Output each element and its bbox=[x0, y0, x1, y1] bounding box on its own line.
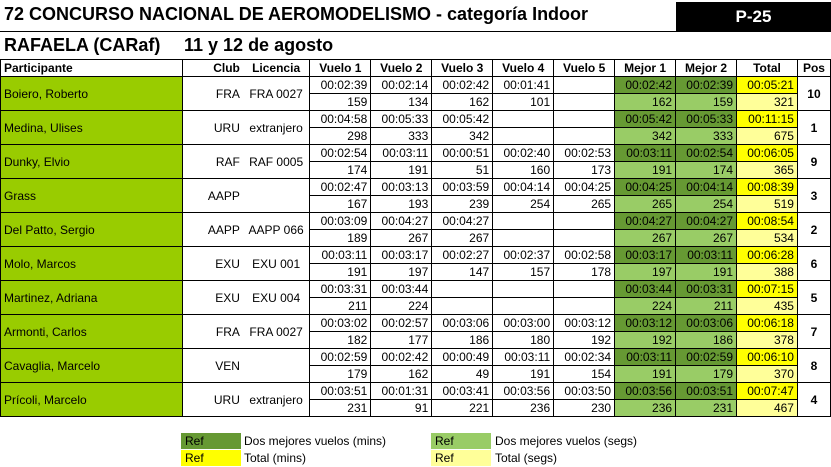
total-time: 00:06:10 bbox=[737, 349, 798, 366]
results-table bbox=[0, 59, 831, 417]
flight-time: 00:03:44 bbox=[371, 281, 432, 298]
best-2-time: 00:02:39 bbox=[676, 77, 737, 94]
flight-time: 00:04:27 bbox=[371, 213, 432, 230]
total-seconds: 519 bbox=[737, 196, 798, 213]
flight-time: 00:02:42 bbox=[432, 77, 493, 94]
best-1-seconds: 192 bbox=[615, 332, 676, 349]
flight-time: 00:01:31 bbox=[371, 383, 432, 400]
best-2-time: 00:03:51 bbox=[676, 383, 737, 400]
flight-time: 00:03:13 bbox=[371, 179, 432, 196]
best-2-seconds: 174 bbox=[676, 162, 737, 179]
participant-name: Martinez, Adriana bbox=[1, 281, 183, 315]
total-seconds: 435 bbox=[737, 298, 798, 315]
flight-seconds bbox=[493, 298, 554, 315]
best-1-time: 00:03:17 bbox=[615, 247, 676, 264]
flight-seconds bbox=[554, 128, 615, 145]
total-seconds: 388 bbox=[737, 264, 798, 281]
flight-seconds: 333 bbox=[371, 128, 432, 145]
flight-seconds: 342 bbox=[432, 128, 493, 145]
total-seconds: 370 bbox=[737, 366, 798, 383]
position: 8 bbox=[797, 349, 830, 383]
flight-seconds: 147 bbox=[432, 264, 493, 281]
total-time: 00:07:15 bbox=[737, 281, 798, 298]
flight-seconds bbox=[432, 298, 493, 315]
total-time: 00:08:54 bbox=[737, 213, 798, 230]
flight-seconds bbox=[554, 230, 615, 247]
best-1-time: 00:02:42 bbox=[615, 77, 676, 94]
flight-seconds: 182 bbox=[310, 332, 371, 349]
col-club: Club bbox=[182, 60, 243, 77]
flight-seconds: 211 bbox=[310, 298, 371, 315]
flight-time: 00:02:40 bbox=[493, 145, 554, 162]
flight-seconds: 191 bbox=[371, 162, 432, 179]
best-1-time: 00:04:27 bbox=[615, 213, 676, 230]
best-2-seconds: 179 bbox=[676, 366, 737, 383]
best-1-seconds: 267 bbox=[615, 230, 676, 247]
flight-time: 00:03:50 bbox=[554, 383, 615, 400]
position: 9 bbox=[797, 145, 830, 179]
col-mejor-2: Mejor 2 bbox=[676, 60, 737, 77]
flight-seconds: 191 bbox=[493, 366, 554, 383]
position: 10 bbox=[797, 77, 830, 111]
best-1-time: 00:03:44 bbox=[615, 281, 676, 298]
flight-time bbox=[432, 281, 493, 298]
table-row bbox=[1, 315, 831, 332]
col-vuelo-2: Vuelo 2 bbox=[371, 60, 432, 77]
legend-swatch-total-mins: Ref bbox=[181, 450, 241, 466]
legend-swatch-best-secs: Ref bbox=[431, 433, 491, 449]
col-pos: Pos bbox=[797, 60, 830, 77]
license: extranjero bbox=[243, 383, 310, 417]
best-2-time: 00:02:54 bbox=[676, 145, 737, 162]
flight-seconds: 157 bbox=[493, 264, 554, 281]
flight-time: 00:02:59 bbox=[310, 349, 371, 366]
flight-seconds: 154 bbox=[554, 366, 615, 383]
flight-time bbox=[554, 77, 615, 94]
total-time: 00:11:15 bbox=[737, 111, 798, 128]
license bbox=[243, 179, 310, 213]
col-vuelo-3: Vuelo 3 bbox=[432, 60, 493, 77]
flight-seconds: 298 bbox=[310, 128, 371, 145]
flight-seconds: 91 bbox=[371, 400, 432, 417]
total-time: 00:08:39 bbox=[737, 179, 798, 196]
best-2-seconds: 333 bbox=[676, 128, 737, 145]
flight-time: 00:05:42 bbox=[432, 111, 493, 128]
license bbox=[243, 349, 310, 383]
license: extranjero bbox=[243, 111, 310, 145]
flight-time: 00:03:12 bbox=[554, 315, 615, 332]
best-2-time: 00:03:06 bbox=[676, 315, 737, 332]
table-row bbox=[1, 111, 831, 128]
flight-seconds: 179 bbox=[310, 366, 371, 383]
best-2-time: 00:03:11 bbox=[676, 247, 737, 264]
flight-seconds: 189 bbox=[310, 230, 371, 247]
best-1-seconds: 191 bbox=[615, 162, 676, 179]
flight-time: 00:03:56 bbox=[493, 383, 554, 400]
participant-name: Cavaglia, Marcelo bbox=[1, 349, 183, 383]
table-row bbox=[1, 213, 831, 230]
flight-time: 00:04:27 bbox=[432, 213, 493, 230]
flight-time: 00:03:41 bbox=[432, 383, 493, 400]
flight-time: 00:03:17 bbox=[371, 247, 432, 264]
position: 7 bbox=[797, 315, 830, 349]
flight-time: 00:02:42 bbox=[371, 349, 432, 366]
best-2-time: 00:04:27 bbox=[676, 213, 737, 230]
flight-time: 00:04:25 bbox=[554, 179, 615, 196]
flight-time bbox=[554, 213, 615, 230]
club: AAPP bbox=[182, 179, 243, 213]
best-1-seconds: 197 bbox=[615, 264, 676, 281]
position: 3 bbox=[797, 179, 830, 213]
flight-seconds: 178 bbox=[554, 264, 615, 281]
best-1-time: 00:03:12 bbox=[615, 315, 676, 332]
best-1-time: 00:05:42 bbox=[615, 111, 676, 128]
flight-time: 00:02:37 bbox=[493, 247, 554, 264]
participant-name: Prícoli, Marcelo bbox=[1, 383, 183, 417]
best-1-time: 00:04:25 bbox=[615, 179, 676, 196]
flight-seconds: 162 bbox=[432, 94, 493, 111]
location: RAFAELA (CARaf) bbox=[4, 35, 161, 55]
flight-seconds bbox=[554, 298, 615, 315]
flight-seconds: 180 bbox=[493, 332, 554, 349]
best-1-time: 00:03:11 bbox=[615, 145, 676, 162]
license: AAPP 066 bbox=[243, 213, 310, 247]
flight-seconds: 134 bbox=[371, 94, 432, 111]
total-seconds: 675 bbox=[737, 128, 798, 145]
total-seconds: 467 bbox=[737, 400, 798, 417]
header-row bbox=[1, 60, 831, 77]
table-row bbox=[1, 383, 831, 400]
flight-seconds: 162 bbox=[371, 366, 432, 383]
legend-swatch-best-mins: Ref bbox=[181, 433, 241, 449]
participant-name: Boiero, Roberto bbox=[1, 77, 183, 111]
col-licencia: Licencia bbox=[243, 60, 310, 77]
category-code: P-25 bbox=[676, 2, 831, 31]
club: AAPP bbox=[182, 213, 243, 247]
col-total: Total bbox=[737, 60, 798, 77]
participant-name: Armonti, Carlos bbox=[1, 315, 183, 349]
flight-time: 00:03:11 bbox=[493, 349, 554, 366]
flight-seconds: 254 bbox=[493, 196, 554, 213]
participant-name: Dunky, Elvio bbox=[1, 145, 183, 179]
best-1-seconds: 342 bbox=[615, 128, 676, 145]
flight-seconds: 265 bbox=[554, 196, 615, 213]
best-1-seconds: 265 bbox=[615, 196, 676, 213]
best-1-time: 00:03:11 bbox=[615, 349, 676, 366]
flight-time bbox=[554, 281, 615, 298]
flight-seconds: 221 bbox=[432, 400, 493, 417]
flight-seconds: 192 bbox=[554, 332, 615, 349]
participant-name: Del Patto, Sergio bbox=[1, 213, 183, 247]
flight-time: 00:03:11 bbox=[310, 247, 371, 264]
flight-time bbox=[493, 213, 554, 230]
flight-seconds: 49 bbox=[432, 366, 493, 383]
total-seconds: 365 bbox=[737, 162, 798, 179]
best-2-seconds: 254 bbox=[676, 196, 737, 213]
flight-time: 00:00:49 bbox=[432, 349, 493, 366]
best-1-seconds: 236 bbox=[615, 400, 676, 417]
best-2-seconds: 267 bbox=[676, 230, 737, 247]
participant-name: Grass bbox=[1, 179, 183, 213]
table-row bbox=[1, 281, 831, 298]
flight-time: 00:02:14 bbox=[371, 77, 432, 94]
flight-time: 00:02:47 bbox=[310, 179, 371, 196]
best-2-time: 00:05:33 bbox=[676, 111, 737, 128]
total-seconds: 534 bbox=[737, 230, 798, 247]
table-row bbox=[1, 179, 831, 196]
col-vuelo-1: Vuelo 1 bbox=[310, 60, 371, 77]
best-2-seconds: 191 bbox=[676, 264, 737, 281]
club: EXU bbox=[182, 281, 243, 315]
col-vuelo-5: Vuelo 5 bbox=[554, 60, 615, 77]
flight-seconds: 224 bbox=[371, 298, 432, 315]
total-time: 00:05:21 bbox=[737, 77, 798, 94]
participant-name: Medina, Ulises bbox=[1, 111, 183, 145]
col-vuelo-4: Vuelo 4 bbox=[493, 60, 554, 77]
flight-time: 00:03:11 bbox=[371, 145, 432, 162]
flight-time: 00:02:54 bbox=[310, 145, 371, 162]
flight-time: 00:02:34 bbox=[554, 349, 615, 366]
flight-time: 00:03:06 bbox=[432, 315, 493, 332]
flight-time: 00:00:51 bbox=[432, 145, 493, 162]
flight-seconds bbox=[493, 230, 554, 247]
position: 1 bbox=[797, 111, 830, 145]
col-mejor-1: Mejor 1 bbox=[615, 60, 676, 77]
flight-time: 00:04:58 bbox=[310, 111, 371, 128]
license: FRA 0027 bbox=[243, 315, 310, 349]
total-time: 00:06:05 bbox=[737, 145, 798, 162]
total-time: 00:07:47 bbox=[737, 383, 798, 400]
header-divider bbox=[0, 31, 831, 32]
best-2-seconds: 211 bbox=[676, 298, 737, 315]
club: FRA bbox=[182, 77, 243, 111]
flight-time: 00:03:51 bbox=[310, 383, 371, 400]
flight-seconds: 239 bbox=[432, 196, 493, 213]
total-time: 00:06:18 bbox=[737, 315, 798, 332]
legend-swatch-total-secs: Ref bbox=[431, 450, 491, 466]
best-2-time: 00:03:31 bbox=[676, 281, 737, 298]
table-row bbox=[1, 145, 831, 162]
best-1-time: 00:03:56 bbox=[615, 383, 676, 400]
flight-seconds: 231 bbox=[310, 400, 371, 417]
flight-time: 00:03:31 bbox=[310, 281, 371, 298]
flight-seconds: 267 bbox=[371, 230, 432, 247]
best-2-time: 00:04:14 bbox=[676, 179, 737, 196]
position: 6 bbox=[797, 247, 830, 281]
club: EXU bbox=[182, 247, 243, 281]
flight-seconds: 160 bbox=[493, 162, 554, 179]
total-time: 00:06:28 bbox=[737, 247, 798, 264]
participant-name: Molo, Marcos bbox=[1, 247, 183, 281]
club: URU bbox=[182, 383, 243, 417]
flight-seconds: 193 bbox=[371, 196, 432, 213]
flight-seconds: 191 bbox=[310, 264, 371, 281]
flight-time: 00:02:39 bbox=[310, 77, 371, 94]
legend bbox=[0, 433, 831, 465]
table-row bbox=[1, 349, 831, 366]
event-dates: 11 y 12 de agosto bbox=[184, 35, 334, 55]
flight-time: 00:02:27 bbox=[432, 247, 493, 264]
license: EXU 001 bbox=[243, 247, 310, 281]
flight-time bbox=[554, 111, 615, 128]
flight-time: 00:01:41 bbox=[493, 77, 554, 94]
best-2-seconds: 186 bbox=[676, 332, 737, 349]
position: 4 bbox=[797, 383, 830, 417]
license: EXU 004 bbox=[243, 281, 310, 315]
page-title: 72 CONCURSO NACIONAL DE AEROMODELISMO - categoría Indoor bbox=[4, 4, 589, 24]
legend-label-best-mins: Dos mejores vuelos (mins) bbox=[244, 434, 387, 448]
flight-seconds: 197 bbox=[371, 264, 432, 281]
flight-seconds: 186 bbox=[432, 332, 493, 349]
total-seconds: 321 bbox=[737, 94, 798, 111]
flight-time: 00:05:33 bbox=[371, 111, 432, 128]
flight-seconds: 51 bbox=[432, 162, 493, 179]
flight-time bbox=[493, 281, 554, 298]
flight-time: 00:02:53 bbox=[554, 145, 615, 162]
legend-label-total-mins: Total (mins) bbox=[244, 451, 307, 465]
table-row bbox=[1, 247, 831, 264]
flight-time: 00:03:59 bbox=[432, 179, 493, 196]
flight-seconds bbox=[493, 128, 554, 145]
flight-seconds: 174 bbox=[310, 162, 371, 179]
flight-time: 00:04:14 bbox=[493, 179, 554, 196]
club: VEN bbox=[182, 349, 243, 383]
club: FRA bbox=[182, 315, 243, 349]
best-1-seconds: 162 bbox=[615, 94, 676, 111]
flight-seconds: 236 bbox=[493, 400, 554, 417]
flight-time: 00:02:58 bbox=[554, 247, 615, 264]
col-participante: Participante bbox=[1, 60, 183, 77]
position: 5 bbox=[797, 281, 830, 315]
flight-time: 00:03:09 bbox=[310, 213, 371, 230]
flight-time: 00:03:02 bbox=[310, 315, 371, 332]
club: URU bbox=[182, 111, 243, 145]
best-2-seconds: 159 bbox=[676, 94, 737, 111]
flight-seconds: 267 bbox=[432, 230, 493, 247]
best-2-time: 00:02:59 bbox=[676, 349, 737, 366]
best-1-seconds: 191 bbox=[615, 366, 676, 383]
best-2-seconds: 231 bbox=[676, 400, 737, 417]
flight-seconds: 173 bbox=[554, 162, 615, 179]
license: FRA 0027 bbox=[243, 77, 310, 111]
flight-seconds: 101 bbox=[493, 94, 554, 111]
flight-seconds bbox=[554, 94, 615, 111]
table-row bbox=[1, 77, 831, 94]
total-seconds: 378 bbox=[737, 332, 798, 349]
flight-time: 00:02:57 bbox=[371, 315, 432, 332]
flight-seconds: 177 bbox=[371, 332, 432, 349]
flight-time: 00:03:00 bbox=[493, 315, 554, 332]
flight-seconds: 167 bbox=[310, 196, 371, 213]
flight-seconds: 159 bbox=[310, 94, 371, 111]
flight-time bbox=[493, 111, 554, 128]
position: 2 bbox=[797, 213, 830, 247]
best-1-seconds: 224 bbox=[615, 298, 676, 315]
legend-label-best-secs: Dos mejores vuelos (segs) bbox=[495, 434, 638, 448]
flight-seconds: 230 bbox=[554, 400, 615, 417]
license: RAF 0005 bbox=[243, 145, 310, 179]
legend-label-total-secs: Total (segs) bbox=[495, 451, 558, 465]
club: RAF bbox=[182, 145, 243, 179]
